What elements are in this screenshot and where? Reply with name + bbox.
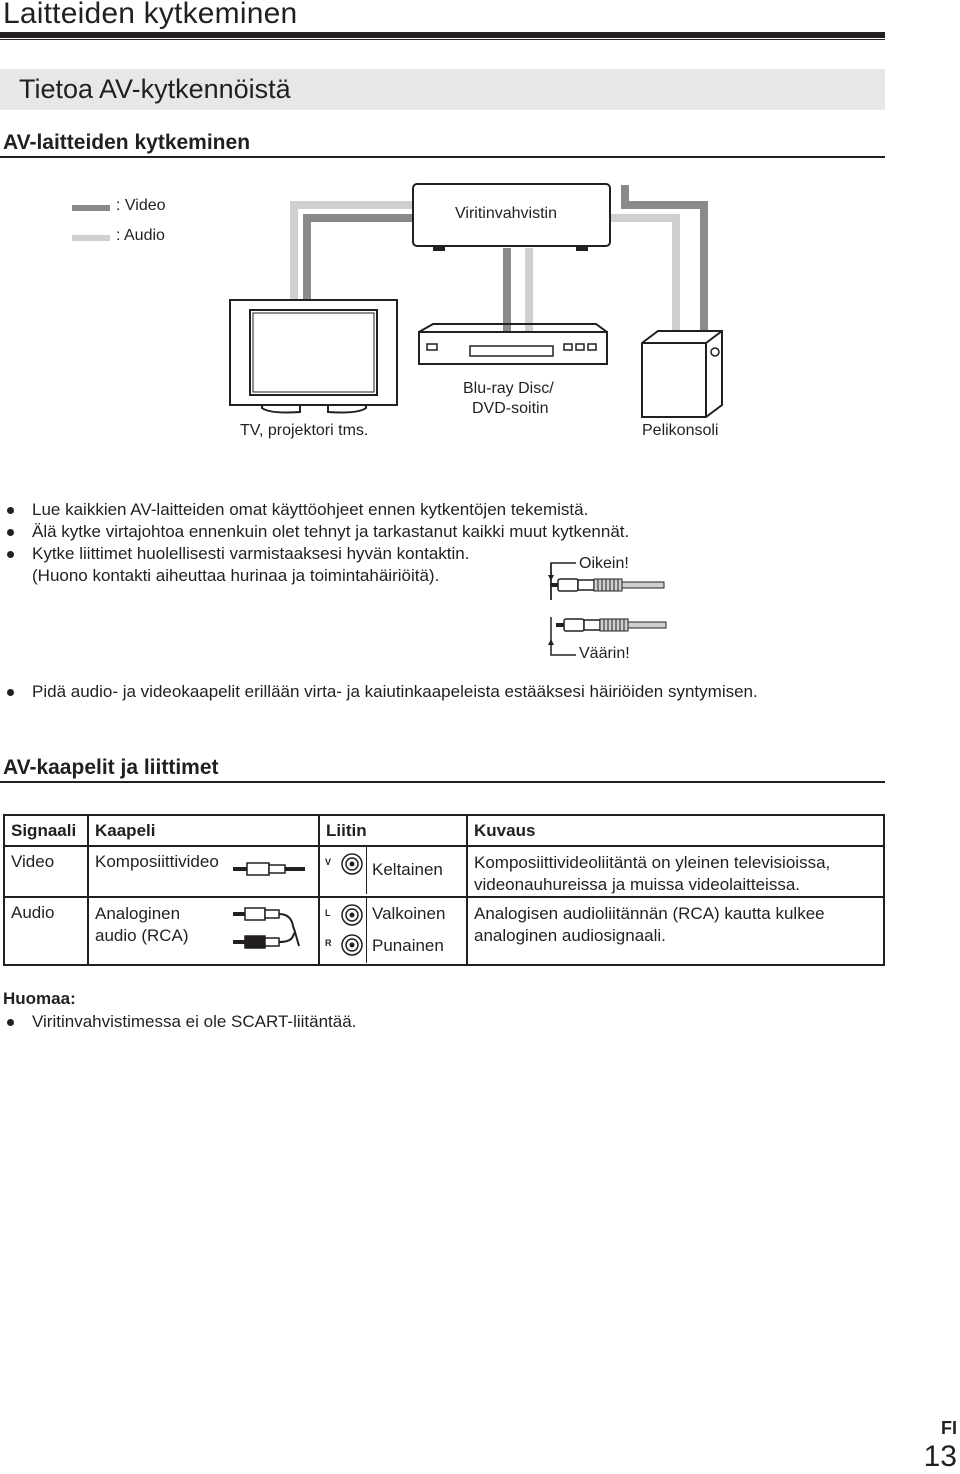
bullet-marker [7, 529, 14, 536]
footer-language: FI [941, 1418, 957, 1438]
subsection-rule [0, 781, 885, 783]
player-label-line2: DVD-soitin [472, 400, 549, 417]
bullet-marker [7, 689, 14, 696]
cable-table [3, 814, 885, 966]
table-header: Liitin [319, 815, 467, 846]
color-yellow: Keltainen [372, 860, 443, 879]
note-item: Viritinvahvistimessa ei ole SCART-liitäntää. [32, 1012, 357, 1031]
receiver-label: Viritinvahvistin [455, 205, 557, 222]
subsection-rule [0, 156, 885, 158]
rca-jack-icon [340, 903, 364, 927]
legend-audio-label: : Audio [116, 227, 165, 244]
bullet-marker [7, 551, 14, 558]
section-banner [0, 69, 885, 110]
table-cell [319, 897, 467, 965]
bullet-marker [7, 507, 14, 514]
desc-line: videonauhureissa ja muissa videolaitteissa. [474, 875, 801, 894]
title-rule [0, 32, 885, 38]
desc-line: Analogisen audioliitännän (RCA) kautta kulkee [474, 904, 825, 923]
legend-audio-line [72, 235, 110, 241]
subsection-title-connecting: AV-laitteiden kytkeminen [3, 131, 251, 154]
subsection-title-cables: AV-kaapelit ja liittimet [3, 756, 219, 779]
section-title: Tietoa AV-kytkennöistä [19, 74, 291, 104]
table-header: Signaali [4, 815, 88, 846]
audio-cable-tv [294, 185, 430, 303]
table-cell [88, 897, 319, 965]
jack-letter-l: L [325, 908, 331, 918]
page-title: Laitteiden kytkeminen [3, 0, 298, 30]
rca-jack-icon [340, 852, 364, 876]
jack-letter-r: R [325, 938, 332, 948]
jack-letter-v: V [325, 857, 332, 867]
cable-analog-line1: Analoginen [95, 904, 181, 923]
table-cell [467, 846, 884, 897]
desc-line: Komposiittivideoliitäntä on yleinen televisioissa, [474, 853, 831, 872]
legend-video-label: : Video [116, 197, 166, 214]
composite-plug-icon [233, 859, 305, 879]
console-label: Pelikonsoli [642, 422, 719, 439]
bullet-item: Kytke liittimet huolellisesti varmistaaksesi hyvän kontaktin. [32, 544, 470, 563]
table-cell [467, 897, 884, 965]
rca-jack-icon [340, 933, 364, 957]
table-row [4, 897, 884, 965]
color-red: Punainen [372, 936, 444, 955]
tv-label: TV, projektori tms. [240, 422, 369, 439]
bullet-item: Lue kaikkien AV-laitteiden omat käyttöohjeet ennen kytkentöjen tekemistä. [32, 500, 589, 519]
cable-analog-line2: audio (RCA) [95, 926, 189, 945]
table-header-row [4, 815, 884, 846]
legend-video-line [72, 205, 110, 211]
plug-wrong-label: Väärin! [579, 645, 630, 662]
table-cell [88, 846, 319, 897]
bullet-item-continuation: (Huono kontakti aiheuttaa hurinaa ja toimintahäiriöitä). [32, 566, 440, 585]
table-cell [4, 846, 88, 897]
console-icon [642, 331, 722, 417]
table-row [4, 846, 884, 897]
cell-divider [366, 898, 367, 963]
table-cell [4, 897, 88, 965]
note-title: Huomaa: [3, 989, 76, 1008]
desc-line: analoginen audiosignaali. [474, 926, 666, 945]
signal-audio: Audio [11, 903, 55, 922]
table-header: Kuvaus [467, 815, 884, 846]
bullet-marker [7, 1019, 14, 1026]
player-label-line1: Blu-ray Disc/ [463, 380, 554, 397]
video-cable-console [625, 185, 704, 330]
bullet-item: Pidä audio- ja videokaapelit erillään virta- ja kaiutinkaapeleista estääksesi häiriöiden syntymisen. [32, 682, 758, 701]
cell-divider [366, 847, 367, 894]
color-white: Valkoinen [372, 904, 446, 923]
player-icon [419, 332, 607, 364]
stereo-rca-plug-icon [233, 906, 305, 954]
cable-composite: Komposiittivideo [95, 852, 219, 871]
table-cell [319, 846, 467, 897]
page-number: 13 [923, 1440, 957, 1473]
plug-correct-label: Oikein! [579, 555, 629, 572]
table-header: Kaapeli [88, 815, 319, 846]
bullet-item: Älä kytke virtajohtoa ennenkuin olet tehnyt ja tarkastanut kaikki muut kytkennät. [32, 522, 630, 541]
signal-video: Video [11, 852, 55, 871]
